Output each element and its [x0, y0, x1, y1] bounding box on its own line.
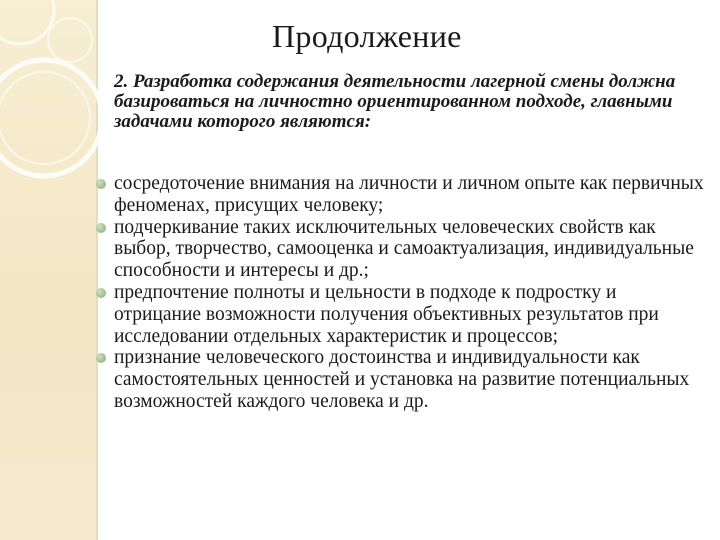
- decorative-circles-icon: [0, 0, 98, 220]
- bullet-text: признание человеческого достоинства и индивидуальности как самостоятельных ценностей и установка на развитие потенциальных возможностей каждого человека и др.: [114, 347, 690, 412]
- bullet-icon: [96, 223, 106, 233]
- bullet-icon: [96, 179, 106, 189]
- slide-title: Продолжение: [272, 18, 462, 54]
- bullet-text: подчеркивание таких исключительных человеческих свойств как выбор, творчество, самооценка и самоактуализация, индивидуальные способности и интересы и др.;: [114, 216, 694, 282]
- bullet-icon: [96, 288, 106, 298]
- bullet-text: предпочтение полноты и цельности в подходе к подростку и отрицание возможности получения объективных результатов при исследовании отдельных характеристик и процессов;: [114, 281, 659, 347]
- bullet-list: [96, 173, 708, 413]
- list-item: [96, 217, 708, 282]
- list-item: [96, 282, 708, 347]
- bullet-icon: [96, 353, 106, 363]
- bullet-text: сосредоточение внимания на личности и личном опыте как первичных феноменах, присущих человеку;: [114, 173, 704, 216]
- list-item: [96, 347, 708, 412]
- intro-paragraph: 2. Разработка содержания деятельности лагерной смены должна базироваться на личностно ориентированном подходе, главными задачами которого являются:: [114, 71, 676, 132]
- list-item: [96, 173, 708, 217]
